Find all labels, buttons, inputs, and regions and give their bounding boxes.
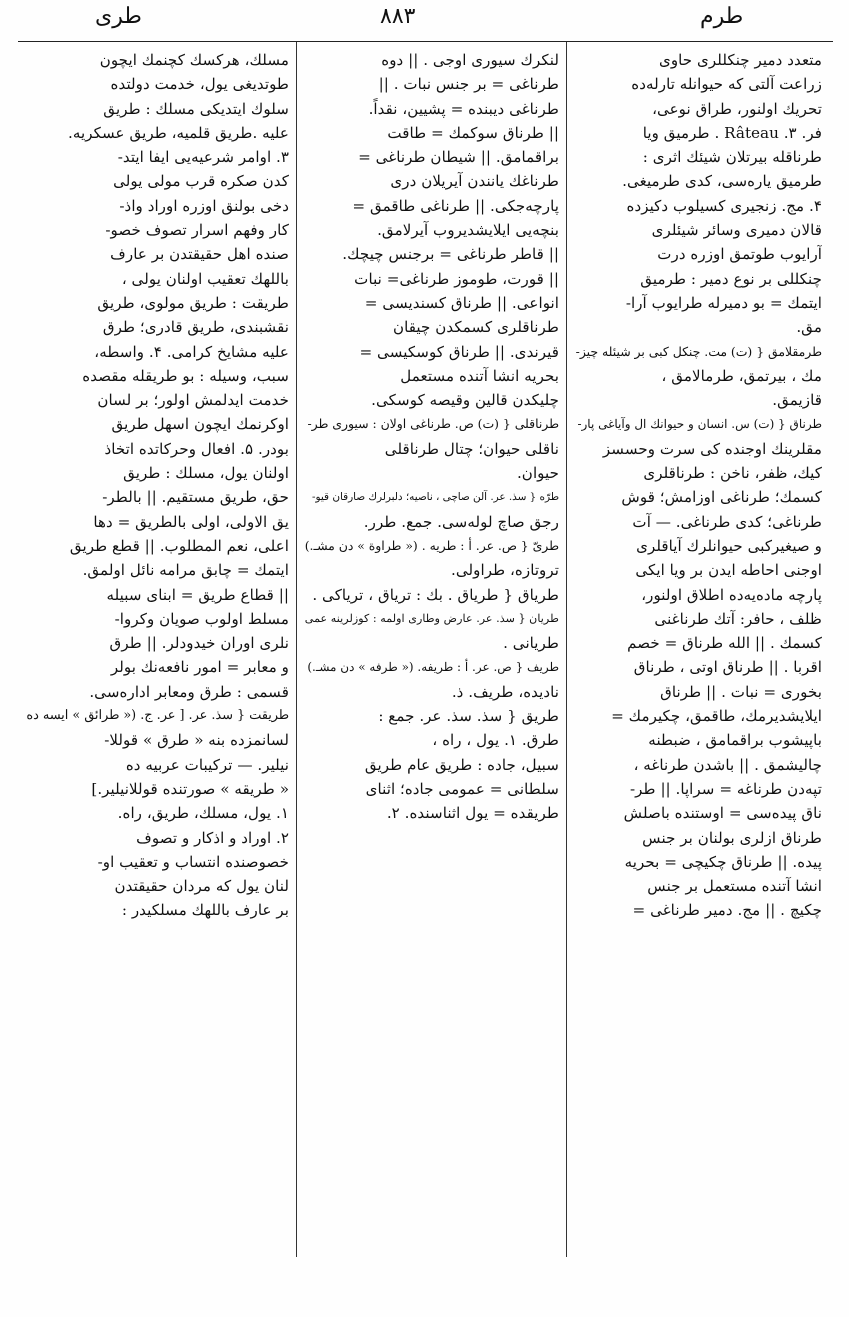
text-line: طرناقلرى كسمكدن چيقان	[392, 318, 559, 337]
text-line: ناديده، طريف. ذ.	[451, 682, 559, 701]
text-line: اقربا . || طرناق اوتى ، طرناق	[633, 658, 822, 677]
text-line: طرناق { (ت) س. انسان و حيوانك ال وآياغى پار-	[577, 417, 822, 432]
text-line: ناق پيدەسى = اوستنده باصلش	[623, 804, 822, 823]
text-line: بر عارف باللهك مسلكيدر :	[121, 901, 289, 920]
text-line: مق.	[796, 318, 822, 337]
text-line: لنان يول كه مردان حقيقتدن	[114, 877, 289, 896]
text-line: مسلك، هركسك كچنمك ايچون	[99, 51, 289, 69]
text-line: || قاطر طرناغى = برجنس چيچك.	[342, 245, 559, 264]
text-line: طرىّ { ص. عر. أ : طريه . (« طراوة » دن مشـ.)	[304, 537, 559, 553]
text-line: سلطانى = عمومى جاده؛ اثناى	[365, 779, 559, 798]
text-line: كسمك؛ طرناغى اوزامش؛ قوش	[621, 488, 822, 507]
text-line: و معابر = امور نافعەنك بولر	[110, 658, 289, 677]
column-left	[22, 48, 289, 1258]
text-line: سبب، وسيله : بو طريقله مقصده	[82, 366, 289, 385]
text-line: طريق { سذ. سذ. عر. جمع :	[378, 707, 559, 726]
text-line: باللهك تعقيب اولنان يولى ،	[121, 269, 289, 288]
text-line: و صيغيركبى حيوانلرك آياقلرى	[636, 536, 822, 555]
page-number: ۸۸۳	[380, 4, 416, 29]
text-line: مك ، بيرتمق، طرمالامق ،	[661, 366, 822, 385]
text-line: اوكرنمك ايچون اسهل طريق	[111, 415, 289, 434]
text-line: || قطاع طريق = ابنای سبيله	[106, 585, 289, 604]
text-line: نلرى اوران خيدودلر. || طرق	[109, 634, 289, 653]
column-divider-right	[566, 42, 567, 1257]
column-divider-left	[296, 42, 297, 1257]
text-line: ظلف ، حافر: آتك طرناغنى	[654, 609, 822, 628]
header-right-guide-word: طرم	[700, 4, 744, 29]
text-line: چكيچ . || مج. دمير طرناغى =	[632, 901, 822, 920]
text-line: طريانى .	[503, 634, 559, 653]
header-rule	[18, 41, 833, 42]
text-line: طريقت : طريق مولوى، طريق	[97, 293, 289, 312]
text-line: قازيمق.	[772, 391, 822, 410]
text-line: ۱. يول، مسلك، طريق، راه.	[117, 804, 289, 823]
text-line: حق، طريق مستقيم. || بالطر-	[102, 488, 289, 507]
text-line: تحريك اولنور، طراق نوعى،	[652, 99, 822, 118]
text-line: « طريقه » صورتنده قوللانيلير.]	[91, 779, 289, 798]
text-line: يق الاولى، اولى بالطريق = دها	[93, 512, 289, 531]
text-line: دخى بولنق اوزره اوراد واذ-	[119, 196, 289, 215]
text-line: طريقده = يول اثناسنده. ۲.	[386, 804, 559, 823]
text-line: اعلى، نعم المطلوب. || قطع طريق	[69, 536, 289, 555]
text-line: كسمك . || الله طرناق = خصم	[627, 634, 822, 653]
text-line: متعدد دمير چنكللرى حاوى	[658, 51, 822, 69]
text-line: چاليشمق . || باشدن طرناغه ،	[633, 755, 822, 774]
text-line: طرناغك يانندن آيريلان درى	[390, 172, 559, 191]
text-line: اولنان يول، مسلك : طريق	[123, 464, 289, 483]
text-line: بنچەيى ايلايشديروب آيرلامق.	[377, 221, 559, 240]
text-line: پارچەجكى. || طرناغى طاقمق =	[352, 196, 559, 215]
text-line: انشا آتنده مستعمل بر جنس	[647, 877, 822, 896]
text-line: طرناغى ديبنده = پشيين، نقداً.	[368, 99, 559, 118]
text-line: طرّه { سذ. عر. آلن صاچى ، ناصيه؛ دلبرلرك صارقان قيو-	[312, 491, 559, 504]
text-line: طرياق { طرياق . بك : ترياق ، ترياكى .	[312, 585, 559, 604]
text-line: عليه مشايخ كرامى. ۴. واسطه،	[94, 342, 289, 361]
text-line: تروتازه، طراولى.	[451, 561, 559, 580]
text-line: بخورى = نبات . || طرناق	[660, 682, 822, 701]
text-line: || طرناق سوكمك = طاقت	[387, 123, 559, 142]
text-line: لنكرك سيورى اوجى . || دوه	[381, 51, 559, 69]
text-line: سبيل، جاده : طريق عام طريق	[364, 755, 559, 774]
text-line: كدن صكره قرب مولى يولى	[113, 172, 289, 191]
text-line: كار وفهم اسرار تصوف خصو-	[105, 221, 289, 240]
column-right	[574, 48, 822, 1258]
text-line: ايتمك = چابق مرامه نائل اولمق.	[82, 561, 289, 580]
text-line: مقلرينك اوجنده كى سرت وحسسز	[602, 439, 822, 458]
text-line: ۴. مج. زنجيرى كسيلوب دكيزده	[626, 196, 822, 215]
text-line: طرناغى؛ كدى طرناغى. — آت	[632, 512, 822, 531]
text-line: چنكللى بر نوع دمير : طرميق	[640, 269, 822, 288]
text-line: كيك، ظفر، ناخن : طرناقلرى	[643, 464, 822, 483]
text-line: ۳. اوامر شرعيەيى ايفا ايتد-	[117, 148, 289, 167]
text-line: آرايوب طوتمق اوزره درت	[657, 245, 822, 264]
text-line: نيلير. — تركيبات عربيه ده	[125, 755, 289, 774]
text-line: ناقلى حيوان؛ چتال طرناقلى	[384, 439, 559, 458]
text-line: سلوك ايتديكى مسلك : طريق	[103, 99, 289, 118]
text-line: قيرندى. || طرناق كوسكيسى =	[359, 342, 559, 361]
column-middle	[304, 48, 559, 1258]
text-line: طريقت { سذ. عر. [ عر. ج. (« طرائق » ايسه ده	[26, 708, 289, 724]
text-line: اوجنى احاطه ايدن بر ويا ايكى	[635, 561, 822, 580]
page-header	[0, 0, 849, 40]
text-line: طوتديغى يول، خدمت دولتده	[110, 75, 289, 94]
text-line: حيوان.	[516, 464, 559, 483]
text-line: بحريه انشا آتنده مستعمل	[400, 366, 559, 385]
text-line: بودر. ۵. افعال وحركاتده اتخاذ	[104, 439, 289, 458]
text-line: فر. Râteau .۳ . طرميق ويا	[642, 123, 822, 142]
text-line: طرمقلامق { (ت) مت. چنكل كبى بر شيئله چيز-	[575, 343, 822, 359]
text-line: طرناقله بيرتلان شيئك اثرى :	[642, 148, 822, 167]
text-line: انواعى. || طرناق كسنديسى =	[364, 293, 559, 312]
text-line: خصوصنده انتساب و تعقيب او-	[97, 852, 289, 871]
text-line: زراعت آلتى كه حيوانله تارلەدە	[631, 75, 822, 94]
text-line: براقمامق. || شيطان طرناغى =	[358, 148, 559, 167]
text-line: ۲. اوراد و اذكار و تصوف	[136, 828, 289, 847]
text-line: چليكدن قالين وقيصه كوسكى.	[371, 391, 559, 410]
text-line: طرميق يارەسى، كدى طرميغى.	[622, 172, 822, 191]
text-line: || قورت، طوموز طرناغى= نبات	[354, 269, 559, 288]
text-line: طريف { ص. عر. أ : طريفه. (« طرفه » دن مشـ.)	[307, 660, 559, 675]
text-line: قسمى : طرق ومعابر ادارەسى.	[89, 682, 289, 701]
text-line: طرناغى = بر جنس نبات . ||	[378, 75, 559, 94]
text-line: نقشبندى، طريق قادرى؛ طرق	[102, 318, 289, 337]
text-line: طرق. ۱. يول ، راه ،	[432, 731, 559, 750]
text-line: لسانمزده بنه « طرق » قوللا-	[104, 731, 289, 750]
text-line: مسلط اولوب صويان وكروا-	[114, 609, 289, 628]
text-line: عليه .طريق قلميه، طريق عسكريه.	[68, 123, 289, 142]
text-line: قالان دميرى وسائر شيئلرى	[651, 221, 822, 240]
text-line: طرناق ازلرى بولنان بر جنس	[642, 828, 822, 847]
text-line: طرناقلى { (ت) ص. طرناغى اولان : سيورى طر-	[307, 416, 559, 432]
text-line: ايلايشديرمك، طاقمق، چكيرمك =	[611, 707, 822, 726]
text-line: طريان { سذ. عر. عارض وطارى اولمه : كوزلرينه عمى	[304, 611, 559, 625]
header-left-guide-word: طرى	[95, 4, 142, 29]
text-line: خدمت ايدلمش اولور؛ بر لسان	[97, 391, 289, 410]
text-line: تپەدن طرناغه = سراپا. || طر-	[630, 779, 822, 798]
text-line: پيده. || طرناق چكيچى = بحريه	[624, 852, 822, 871]
text-line: باپيشوب براقمامق ، ضبطنه	[648, 731, 822, 750]
text-line: ايتمك = بو دميرله طرايوب آرا-	[625, 293, 822, 312]
text-line: پارچه مادەيەده اطلاق اولنور،	[641, 585, 822, 604]
text-line: صنده اهل حقيقتدن بر عارف	[110, 245, 289, 264]
text-line: رجق صاچ لولەسى. جمع. طرر.	[363, 512, 559, 531]
